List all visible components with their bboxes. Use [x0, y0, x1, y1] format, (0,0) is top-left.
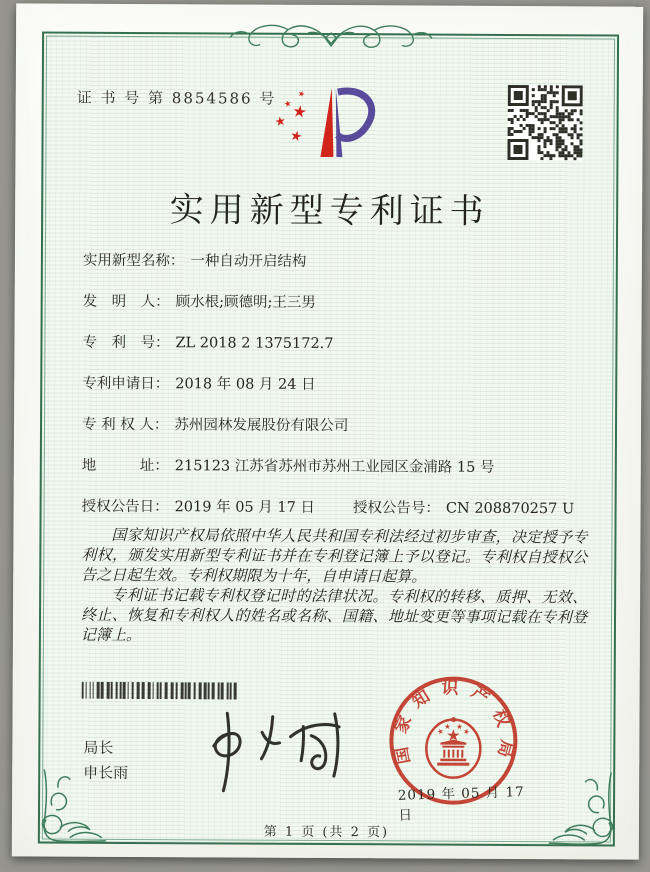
field-row	[83, 251, 595, 274]
certificate-title: 实用新型专利证书	[169, 190, 490, 232]
page-number: 第 1 页 (共 2 页)	[263, 824, 390, 841]
field-label: 专利申请日：	[82, 375, 170, 393]
seal-date: 2019 年 05 月 17 日	[397, 784, 525, 824]
field-label: 授权公告号：	[352, 500, 440, 517]
signer-block	[83, 736, 128, 786]
field-row	[82, 497, 594, 520]
certificate-paper	[12, 3, 643, 859]
field-list	[81, 251, 594, 541]
field-label: 实用新型名称：	[82, 252, 185, 270]
field-row	[82, 374, 594, 397]
field-label: 地 址：	[81, 457, 169, 475]
field-value: 215123 江苏省苏州市苏州工业园区金浦路 15 号	[174, 458, 495, 476]
field-label: 专 利 号：	[82, 334, 170, 352]
field-value: CN 208870257 U	[445, 500, 575, 518]
field-value: 苏州园林发展股份有限公司	[174, 417, 349, 435]
field-value: 2018 年 08 月 24 日	[175, 376, 316, 393]
cnipa-logo-icon	[267, 71, 387, 167]
field-label: 专 利 权 人：	[81, 416, 169, 434]
field-row	[82, 415, 594, 438]
barcode	[82, 682, 244, 700]
field-label: 发 明 人：	[82, 293, 170, 311]
field-value: 顾水根;顾德明;王三男	[175, 294, 316, 311]
signature-image	[191, 699, 355, 801]
field-row	[82, 456, 594, 479]
signer-title: 局长	[83, 738, 114, 757]
field-row	[82, 333, 594, 356]
legal-paragraph: 专利证书记载专利权登记时的法律状况。专利权的转移、质押、无效、终止、恢复和专利权人的姓名或名称、国籍、地址变更等事项记载在专利登记簿上。	[80, 585, 588, 645]
seal-text: 国家知识产权局	[389, 678, 517, 771]
field-label: 授权公告日：	[81, 498, 169, 516]
field-row	[83, 292, 595, 315]
field-value: ZL 2018 2 1375172.7	[175, 335, 334, 353]
legal-text	[81, 525, 588, 648]
field-value: 2019 年 05 月 17 日	[174, 499, 316, 516]
field-value: 一种自动开启结构	[190, 253, 307, 270]
qr-code	[507, 85, 582, 160]
legal-paragraph: 国家知识产权局依照中华人民共和国专利法经过初步审查，决定授予专利权，颁发实用新型专利证书并在专利登记簿上予以登记。专利权自授权公告之日起生效。专利权期限为十年，自申请日起算。	[81, 525, 588, 586]
signer-name: 申长雨	[83, 763, 129, 782]
crest-ornament-icon	[226, 17, 436, 50]
national-emblem-icon	[426, 717, 480, 778]
certificate-number: 证 书 号 第 8854586 号	[76, 88, 277, 108]
